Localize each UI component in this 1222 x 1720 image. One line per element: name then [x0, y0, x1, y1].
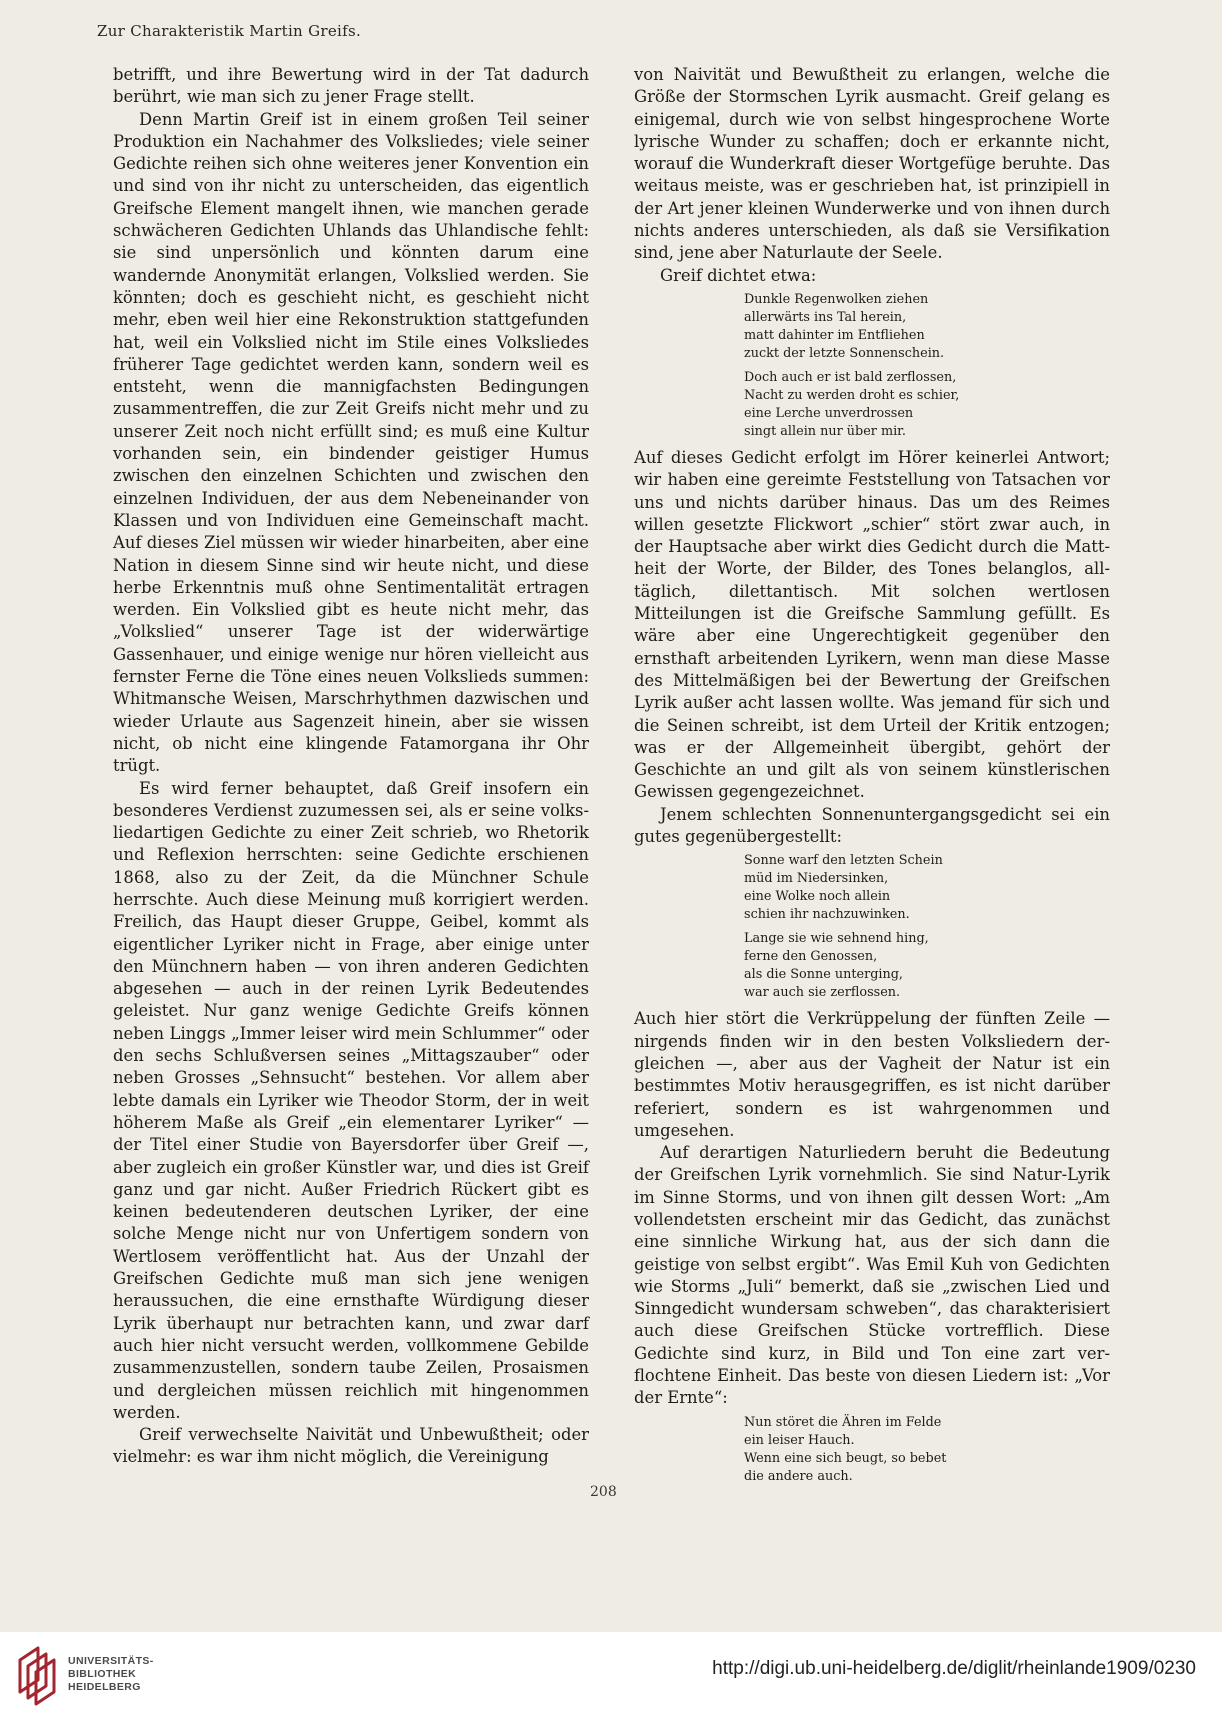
library-name	[68, 1655, 154, 1694]
paragraph: Es wird ferner behauptet, daß Greif insofern ein besonderes Verdienst zuzumessen sei, als er seine volksliedartigen Gedichte zu einer Zeit schrieb, wo Rhetorik und Reflexion herrschten: seine Gedichte erschienen 1868, also zu der Zeit, da die Münchner Schule herrschte. Auch diese Meinung muß korrigiert werden. Freilich, das Haupt dieser Gruppe, Geibel, kommt als eigentlicher Lyriker nicht in Frage, aber einige unter den Münchnern haben — von ihren anderen Gedichten abgesehen — auch in der reinen Lyrik Bedeutendes geleistet. Nur ganz wenige Gedichte Greifs können neben Linggs „Immer leiser wird mein Schlummer“ oder den sechs Schlußversen seines „Mittagszauber“ oder neben Grosses „Sehnsucht“ bestehen. Vor allem aber lebte damals ein Lyriker wie Theodor Storm, der in weit höherem Maße als Greif „ein elementarer Lyriker“ — der Titel einer Studie von Bayersdorfer über Greif —, aber zugleich ein großer Künstler war, und dies ist Greif ganz und gar nicht. Außer Friedrich Rückert gibt es keinen bedeutenderen deutschen Lyriker, der eine solche Menge nicht nur von Unfertigem sondern von Wertlosem veröffentlicht hat. Aus der Unzahl der Greifschen Gedichte muß man sich jene wenigen heraussuchen, die eine ernsthafte Würdigung dieser Lyrik überhaupt nur betrachten kann, und zwar darf auch hier nicht versucht werden, vollkommene Gebilde zusammenzustellen, sondern taube Zeilen, Prosaismen und dergleichen müssen reichlich mit hingenommen werden.	[113, 778, 589, 1422]
poem-line: Dunkle Regenwolken ziehen	[744, 291, 929, 307]
poem-line: eine Wolke noch allein	[744, 889, 891, 905]
poem-line: matt dahinter im Entfliehen	[744, 327, 925, 343]
paragraph: Greif verwechselte Naivität und Unbewußtheit; oder vielmehr: es war ihm nicht möglich, die Vereinigung	[113, 1425, 589, 1467]
library-name-line: BIBLIOTHEK	[68, 1668, 137, 1680]
poem-line: die andere auch.	[744, 1468, 853, 1484]
paragraph: Jenem schlechten Sonnenuntergangsgedicht sei ein gutes gegenübergestellt:	[634, 804, 1110, 847]
poem-line: zuckt der letzte Sonnenschein.	[744, 345, 945, 361]
paragraph: Auch hier stört die Verkrüppelung der fünften Zeile — nirgends finden wir in den besten Volksliedern dergleichen —, aber aus der Vagheit der Natur ist ein bestimmtes Motiv herausgegriffen, es ist nicht darüber referiert, sondern es ist wahrgenommen und umgesehen.	[634, 1009, 1110, 1140]
poem-line: Doch auch er ist bald zerflossen,	[744, 369, 957, 385]
library-logo-icon	[14, 1642, 64, 1708]
footer-bar	[0, 1632, 1222, 1720]
poem-line: singt allein nur über mir.	[744, 423, 906, 439]
poem-vor-der-ernte	[744, 1414, 1110, 1486]
paragraph: Greif dichtet etwa:	[660, 265, 817, 285]
paragraph: betrifft, und ihre Bewertung wird in der Tat dadurch berührt, wie man sich zu jener Frage stellt.	[113, 65, 589, 107]
library-name-line: HEIDELBERG	[68, 1681, 141, 1693]
poem-line: ferne den Genossen,	[744, 949, 878, 965]
permalink-url[interactable]: http://digi.ub.uni-heidelberg.de/diglit/rheinlande1909/0230	[712, 1658, 1196, 1679]
poem-regenwolken	[744, 291, 1110, 441]
poem-line: eine Lerche unverdrossen	[744, 405, 914, 421]
poem-line: müd im Niedersinken,	[744, 871, 889, 887]
poem-stanza	[744, 369, 1110, 441]
poem-line: schien ihr nachzuwinken.	[744, 907, 910, 923]
poem-line: Sonne warf den letzten Schein	[744, 853, 943, 869]
poem-sonne	[744, 852, 1110, 1002]
paragraph: von Naivität und Bewußtheit zu erlangen, welche die Größe der Stormschen Lyrik ausmacht. Greif gelang es einigemal, durch wie von selbst hingesprochene Worte lyrische Wunder zu schaffen; doch er erkannte nicht, worauf die Wunderkraft dieser Wortgefüge beruhte. Das weitaus meiste, was er geschrieben hat, ist prinzipiell in der Art jener kleinen Wunderwerke und von ihnen durch nichts anderes unterschieden, als daß sie Versifikation sind, jene aber Naturlaute der Seele.	[634, 65, 1110, 263]
library-name-line: UNIVERSITÄTS-	[68, 1655, 154, 1667]
left-column	[113, 64, 589, 1469]
poem-line: Nun störet die Ähren im Felde	[744, 1414, 942, 1430]
right-column	[634, 64, 1110, 1492]
poem-stanza	[744, 291, 1110, 363]
poem-line: ein leiser Hauch.	[744, 1432, 855, 1448]
paragraph: Auf derartigen Naturliedern beruht die Bedeutung der Greifschen Lyrik vornehmlich. Sie sind Natur-Lyrik im Sinne Storms, und von ihnen gilt dessen Wort: „Am vollendetsten erscheint mir das Gedicht, das zunächst eine sinnliche Wirkung hat, aus der sich dann die geistige von selbst ergibt“. Was Emil Kuh von Gedichten wie Storms „Juli“ bemerkt, daß sie „zwischen Lied und Sinngedicht wundersam schweben“, das charakterisiert auch diese Greifschen Stücke vortrefflich. Diese Gedichte sind kurz, in Bild und Ton eine zart verflochtene Einheit. Das beste von diesen Liedern ist: „Vor der Ernte“:	[634, 1143, 1110, 1408]
poem-stanza	[744, 1414, 1110, 1486]
poem-stanza	[744, 852, 1110, 924]
paragraph: Denn Martin Greif ist in einem großen Teil seiner Produktion ein Nachahmer des Volksliedes; viele seiner Gedichte reihen sich ohne weiteres jener Konvention ein und sind von ihr nicht zu unterscheiden, das eigentlich Greifsche Element mangelt ihnen, wie manchen gerade schwächeren Gedichten Uhlands das Uhlandische fehlt: sie sind unpersönlich und könnten darum eine wandernde Anonymität erlangen, Volkslied werden. Sie könnten; doch es geschieht nicht, es geschieht nicht mehr, eben weil hier eine Rekonstruktion stattgefunden hat, weil ein Volkslied nicht im Stile eines Volksliedes früherer Tage gedichtet werden kann, sondern weil es entsteht, wenn die mannigfachsten Bedingungen zusammentreffen, die zur Zeit Greifs nicht mehr und zu unserer Zeit noch nicht erfüllt sind; es muß eine Kultur vorhanden sein, ein bindender geistiger Humus zwischen den einzelnen Schichten und zwischen den einzelnen Individuen, der aus dem Nebeneinander von Klassen und von Individuen eine Gemeinschaft macht. Auf dieses Ziel müssen wir wieder hinarbeiten, aber eine Nation in diesem Sinne sind wir heute nicht, und diese herbe Erkenntnis muß ohne Sentimentalität ertragen werden. Ein Volkslied gibt es heute nicht mehr, das „Volkslied“ unserer Tage ist der widerwärtige Gassenhauer, und einige wenige nur hören vielleicht aus fernster Ferne die Töne eines neuen Volkslieds summen: Whitmansche Weisen, Marschrhythmen dazwischen und wieder Urlaute aus Sagenzeit hinein, aber sie wissen nicht, ob nicht eine klingende Fatamorgana ihr Ohr trügt.	[113, 109, 589, 776]
poem-line: als die Sonne unterging,	[744, 967, 903, 983]
poem-line: war auch sie zerflossen.	[744, 985, 901, 1001]
poem-line: Nacht zu werden droht es schier,	[744, 387, 960, 403]
running-head: Zur Charakteristik Martin Greifs.	[97, 22, 362, 40]
paragraph: Auf dieses Gedicht erfolgt im Hörer keinerlei Antwort; wir haben eine gereimte Feststellung von Tatsachen vor uns und nichts darüber hinaus. Das um des Reimes willen gesetzte Flickwort „schier“ stört zwar auch, in der Hauptsache aber wirkt dies Gedicht durch die Mattheit der Worte, der Bilder, des Tones belanglos, alltäglich, dilettantisch. Mit solchen wertlosen Mitteilungen ist die Greifsche Sammlung gefüllt. Es wäre aber eine Ungerechtigkeit gegenüber den ernsthaft arbeitenden Lyrikern, wenn man diese Masse des Mittelmäßigen bei der Bewertung der Greifschen Lyrik außer acht lassen wollte. Was jemand für sich und die Seinen schreibt, ist dem Urteil der Kritik entzogen; was er der Allgemeinheit übergibt, gehört der Geschichte an und gilt als von seinem künstlerischen Gewissen gegengezeichnet.	[634, 447, 1110, 802]
poem-stanza	[744, 930, 1110, 1002]
poem-line: allerwärts ins Tal herein,	[744, 309, 907, 325]
poem-line: Lange sie wie sehnend hing,	[744, 931, 929, 947]
poem-line: Wenn eine sich beugt, so bebet	[744, 1450, 947, 1466]
page-number: 208	[590, 1484, 617, 1500]
